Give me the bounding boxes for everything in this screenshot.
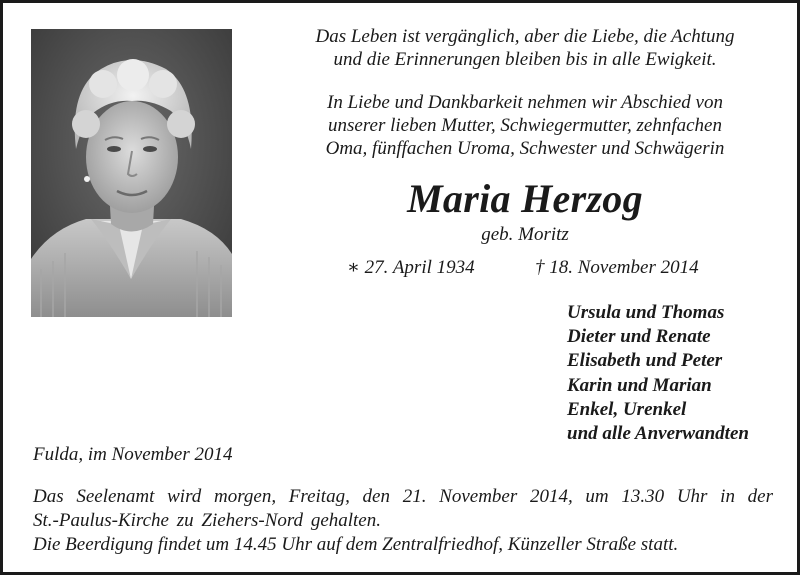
farewell-line: unserer lieben Mutter, Schwiegermutter, zehnfachen <box>328 115 722 136</box>
mourner-entry: Karin und Marian <box>567 374 712 396</box>
notice-line: St.-Paulus-Kirche zu Ziehers-Nord gehalten. <box>33 510 381 531</box>
place-and-date: Fulda, im November 2014 <box>33 444 233 465</box>
service-notice <box>33 485 773 557</box>
notice-line: Das Seelenamt wird morgen, Freitag, den 21. November 2014, um 13.30 Uhr in der <box>33 486 773 507</box>
quote-line: Das Leben ist vergänglich, aber die Liebe, die Achtung <box>315 26 735 47</box>
farewell-line: In Liebe und Dankbarkeit nehmen wir Abschied von <box>327 92 723 113</box>
mourner-entry: Elisabeth und Peter <box>567 350 723 372</box>
mourner-entry: und alle Anverwandten <box>567 423 749 445</box>
death-date: † 18. November 2014 <box>535 257 699 278</box>
birth-date: ∗ 27. April 1934 <box>347 257 475 278</box>
maiden-name: geb. Moritz <box>481 224 569 245</box>
farewell-line: Oma, fünffachen Uroma, Schwester und Schwägerin <box>325 138 725 159</box>
farewell-text <box>265 91 785 160</box>
deceased-name: Maria Herzog <box>407 176 643 221</box>
mourners-list <box>567 301 749 446</box>
portrait-photo <box>31 29 232 317</box>
portrait-illustration <box>31 29 232 317</box>
mourner-entry: Dieter und Renate <box>567 326 711 348</box>
notice-line: Die Beerdigung findet um 14.45 Uhr auf dem Zentralfriedhof, Künzeller Straße statt. <box>33 534 679 555</box>
memorial-quote <box>265 25 785 71</box>
quote-line: und die Erinnerungen bleiben bis in alle Ewigkeit. <box>333 49 717 70</box>
mourner-entry: Enkel, Urenkel <box>567 398 687 420</box>
mourner-entry: Ursula und Thomas <box>567 302 725 323</box>
